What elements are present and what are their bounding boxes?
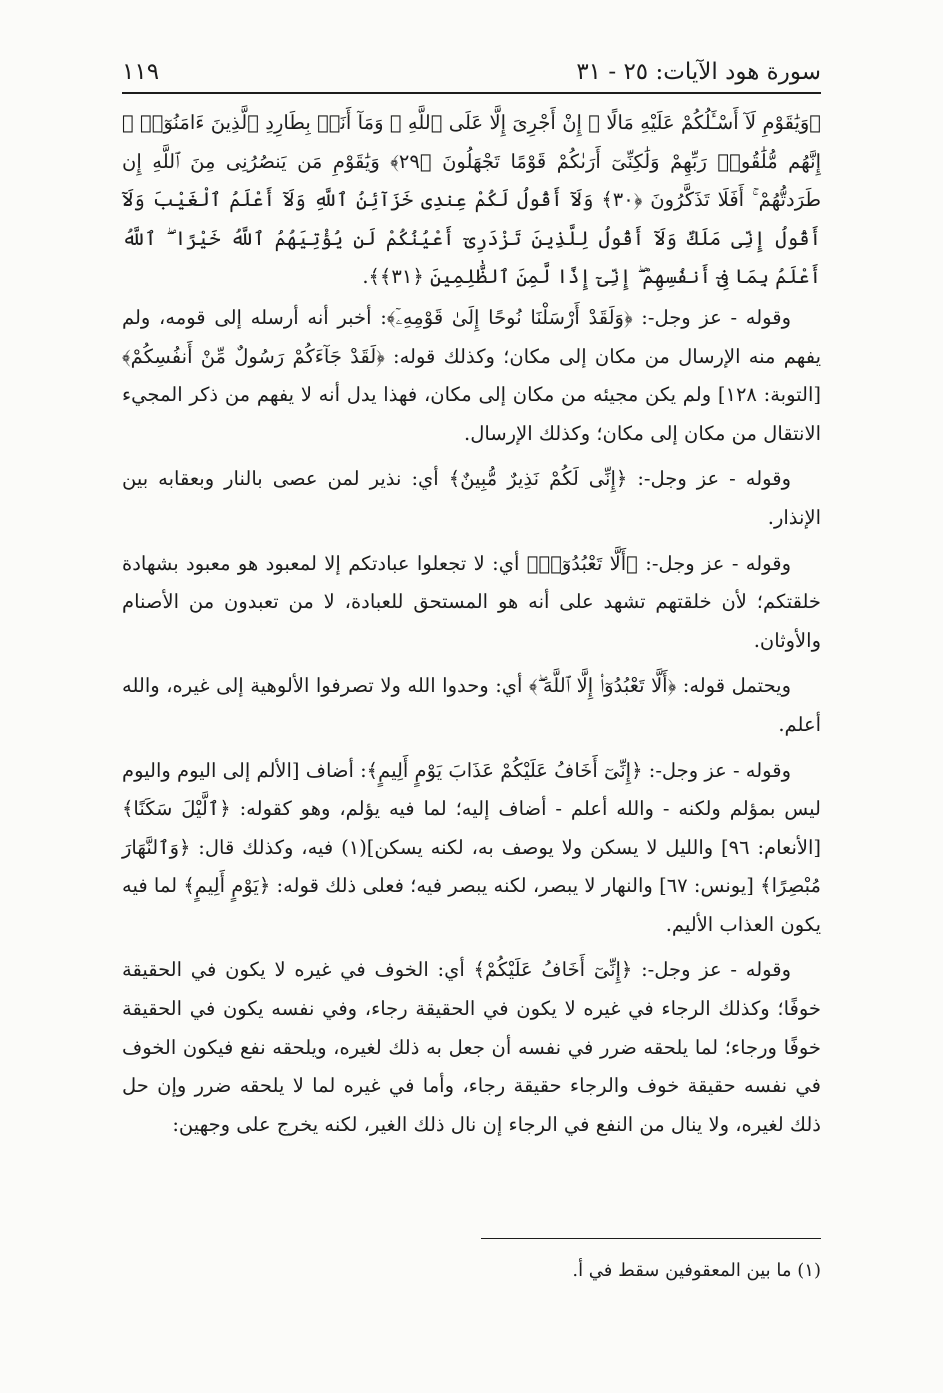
page-header: [122, 52, 821, 94]
footnote-divider: [481, 1238, 821, 1239]
footnote: (١) ما بين المعقوفين سقط في أ.: [572, 1260, 821, 1281]
paragraph-5: وقوله - عز وجل-: ﴿إِنِّىٓ أَخَافُ عَلَيْكُمْ عَذَابَ يَوْمٍ أَلِيمٍ﴾: أضاف [الألم إلى اليوم واليوم ليس بمؤلم ولكنه - والله أعلم - أضاف إليه؛ لما فيه يؤلم، وهو كقوله: ﴿ٱلَّيْلَ سَكَنًا﴾ [الأنعام: ٩٦] والليل لا يسكن ولا يوصف به، لكنه يسكن](١) فيه، وكذلك قال: ﴿وَٱلنَّهَارَ مُبْصِرًا﴾ [يونس: ٦٧] والنهار لا يبصر، لكنه يبصر فيه؛ فعلى ذلك قوله: ﴿يَوْمٍ أَلِيمٍ﴾ لما فيه يكون العذاب الأليم.: [122, 758, 822, 936]
page-number: ١١٩: [122, 59, 160, 85]
paragraph-6: وقوله - عز وجل-: ﴿إِنِّىٓ أَخَافُ عَلَيْكُمْ﴾ أي: الخوف في غيره لا يكون في الحقيقة خوفًا؛ وكذلك الرجاء في غيره لا يكون في الحقيقة رجاء، وفي نفسه يكون في الحقيقة خوفًا ورجاء؛ لما يلحقه ضرر في نفسه أن جعل به ذلك لغيره، ويلحقه نفع فيكون الخوف في نفسه حقيقة خوف والرجاء حقيقة رجاء، وأما في غيره لما لا يلحقه ضرر وإن حل ذلك لغيره، ولا ينال من النفع في الرجاء إن نال ذلك الغير، لكنه يخرج على وجهين:: [122, 958, 821, 1136]
quran-verses: ﴿وَيَٰقَوْمِ لَآ أَسْـَٔلُكُمْ عَلَيْهِ مَالًا ۖ إِنْ أَجْرِىَ إِلَّا عَلَى ٱللَّهِ ۚ وَمَآ أَنَا۠ بِطَارِدِ ٱلَّذِينَ ءَامَنُوٓا۟ ۚ إِنَّهُم مُّلَٰقُوا۟ رَبِّهِمْ وَلَٰكِنِّىٓ أَرَىٰكُمْ قَوْمًا تَجْهَلُونَ ﴿٢٩﴾ وَيَٰقَوْمِ مَن يَنصُرُنِى مِنَ ٱللَّهِ إِن طَرَدتُّهُمْ ۚ أَفَلَا تَذَكَّرُونَ ﴿٣٠﴾ وَلَآ أَقُولُ لَكُمْ عِندِى خَزَآئِنُ ٱللَّهِ وَلَآ أَعْلَمُ ٱلْغَيْبَ وَلَآ أَقُولُ إِنِّى مَلَكٌ وَلَآ أَقُولُ لِلَّذِينَ تَزْدَرِىٓ أَعْيُنُكُمْ لَن يُؤْتِيَهُمُ ٱللَّهُ خَيْرًا ۖ ٱللَّهُ أَعْلَمُ بِمَا فِىٓ أَنفُسِهِمْ ۖ إِنِّىٓ إِذًا لَّمِنَ ٱلظَّٰلِمِينَ ﴿٣١﴾﴾.: [122, 111, 821, 289]
chapter-title: سورة هود الآيات: ٢٥ - ٣١: [576, 59, 821, 85]
paragraph-1: وقوله - عز وجل-: ﴿وَلَقَدْ أَرْسَلْنَا نُوحًا إِلَىٰ قَوْمِهِۦٓ﴾: أخبر أنه أرسله إلى قومه، ولم يفهم منه الإرسال من مكان إلى مكان؛ وكذلك قوله: ﴿لَقَدْ جَآءَكُمْ رَسُولٌ مِّنْ أَنفُسِكُمْ﴾ [التوبة: ١٢٨] ولم يكن مجيئه من مكان إلى مكان، فهذا يدل أنه لا يفهم من ذكر المجيء الانتقال من مكان إلى مكان؛ وكذلك الإرسال.: [122, 305, 821, 445]
paragraph-4: ويحتمل قوله: ﴿أَلَّا تَعْبُدُوٓا۟ إِلَّا ٱللَّهَ ۖ﴾ أي: وحدوا الله ولا تصرفوا الألوهية إلى غيره، والله أعلم.: [122, 674, 821, 736]
main-text: [122, 104, 821, 1151]
paragraph-3: وقوله - عز وجل-: ﴿أَلَّا تَعْبُدُوٓا۟﴾ أي: لا تجعلوا عبادتكم إلا لمعبود هو معبود بشهادة خلقتكم؛ لأن خلقتهم تشهد على أنه هو المستحق للعبادة، لا من تعبدون من الأصنام والأوثان.: [122, 551, 821, 652]
paragraph-2: وقوله - عز وجل-: ﴿إِنِّى لَكُمْ نَذِيرٌ مُّبِينٌ﴾ أي: نذير لمن عصى بالنار وبعقابه بين الإنذار.: [122, 467, 821, 529]
